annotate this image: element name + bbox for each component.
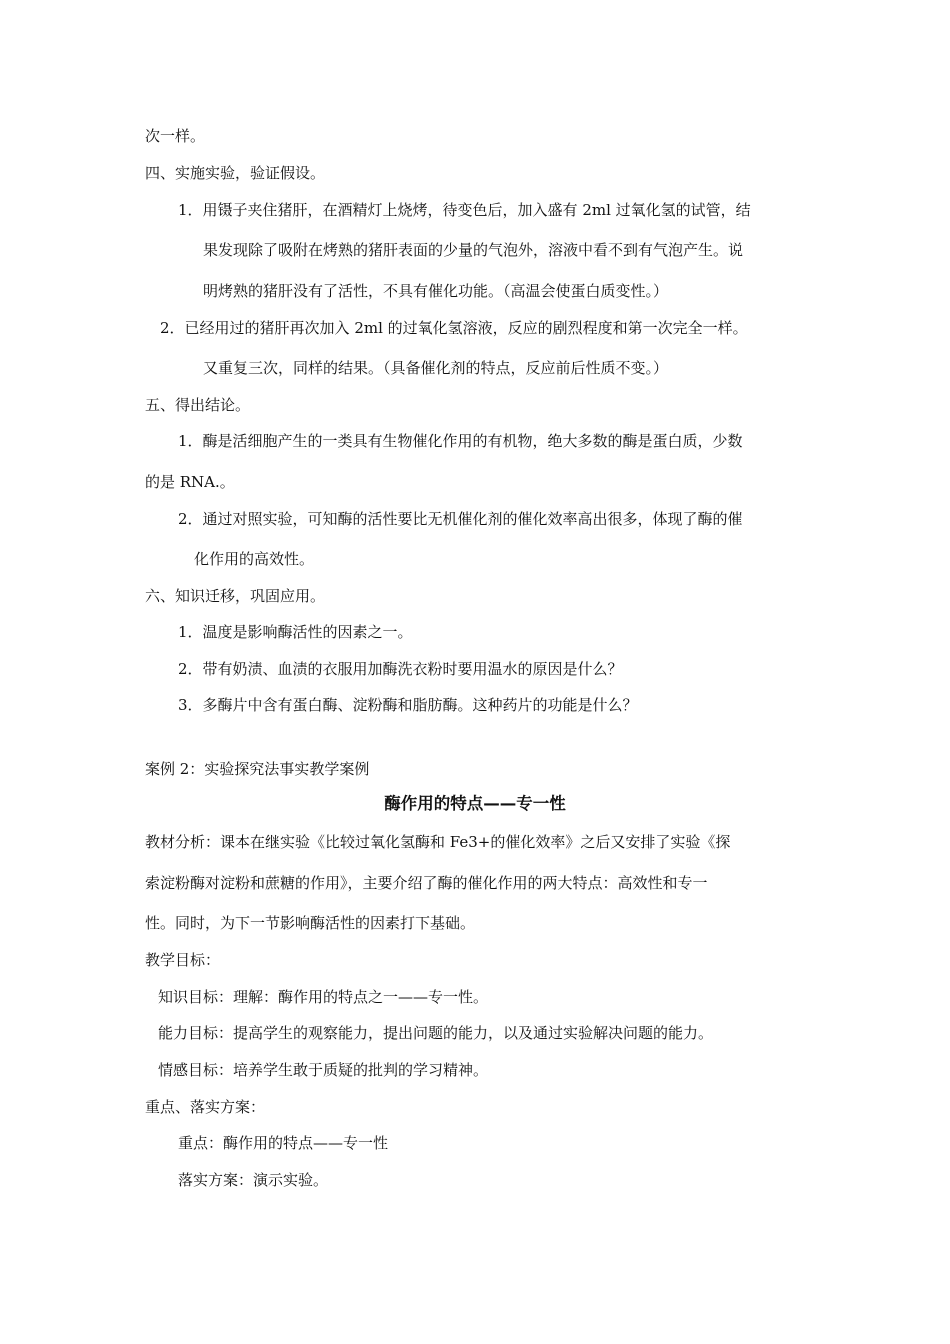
teaching-goals-heading: 教学目标： bbox=[145, 951, 221, 969]
list-item-4-1-cont-2: 明烤熟的猪肝没有了活性，不具有催化功能。（高温会使蛋白质变性。） bbox=[203, 282, 669, 300]
list-item-5-1-cont: 的是 RNA.。 bbox=[145, 473, 235, 491]
key-points-heading: 重点、落实方案： bbox=[145, 1098, 266, 1116]
emotion-goal: 情感目标：培养学生敢于质疑的批判的学习精神。 bbox=[158, 1061, 489, 1079]
text-line-continuation: 次一样。 bbox=[145, 127, 206, 145]
list-item-4-2-cont: 又重复三次，同样的结果。（具备催化剂的特点，反应前后性质不变。） bbox=[203, 359, 669, 377]
section-heading-4: 四、实施实验，验证假设。 bbox=[145, 164, 326, 182]
list-item-6-1: 1．温度是影响酶活性的因素之一。 bbox=[178, 623, 413, 641]
case-heading: 案例 2：实验探究法事实教学案例 bbox=[145, 760, 370, 778]
list-item-4-2: 2．已经用过的猪肝再次加入 2ml 的过氧化氢溶液，反应的剧烈程度和第一次完全一样。 bbox=[160, 319, 748, 337]
list-item-4-1-cont-1: 果发现除了吸附在烤熟的猪肝表面的少量的气泡外，溶液中看不到有气泡产生。说 bbox=[203, 241, 744, 259]
list-item-6-2: 2．带有奶渍、血渍的衣服用加酶洗衣粉时要用温水的原因是什么？ bbox=[178, 660, 623, 678]
list-item-5-1: 1．酶是活细胞产生的一类具有生物催化作用的有机物，绝大多数的酶是蛋白质，少数 bbox=[178, 432, 743, 450]
ability-goal: 能力目标：提高学生的观察能力，提出问题的能力，以及通过实验解决问题的能力。 bbox=[158, 1024, 714, 1042]
list-item-4-1: 1．用镊子夹住猪肝，在酒精灯上烧烤，待变色后，加入盛有 2ml 过氧化氢的试管，结 bbox=[178, 201, 751, 219]
textbook-analysis-line-1: 教材分析：课本在继实验《比较过氧化氢酶和 Fe3+的催化效率》之后又安排了实验《探 bbox=[145, 833, 731, 851]
list-item-6-3: 3．多酶片中含有蛋白酶、淀粉酶和脂肪酶。这种药片的功能是什么？ bbox=[178, 696, 638, 714]
list-item-5-2-cont: 化作用的高效性。 bbox=[194, 550, 315, 568]
section-heading-6: 六、知识迁移，巩固应用。 bbox=[145, 587, 326, 605]
implementation-plan: 落实方案：演示实验。 bbox=[178, 1171, 329, 1189]
section-heading-5: 五、得出结论。 bbox=[145, 396, 251, 414]
list-item-5-2: 2．通过对照实验，可知酶的活性要比无机催化剂的催化效率高出很多，体现了酶的催 bbox=[178, 510, 743, 528]
section-title: 酶作用的特点——专一性 bbox=[384, 794, 566, 813]
key-point: 重点：酶作用的特点——专一性 bbox=[178, 1134, 389, 1152]
textbook-analysis-line-3: 性。同时，为下一节影响酶活性的因素打下基础。 bbox=[145, 914, 476, 932]
textbook-analysis-line-2: 索淀粉酶对淀粉和蔗糖的作用》，主要介绍了酶的催化作用的两大特点：高效性和专一 bbox=[145, 874, 708, 892]
knowledge-goal: 知识目标：理解：酶作用的特点之一——专一性。 bbox=[158, 988, 489, 1006]
